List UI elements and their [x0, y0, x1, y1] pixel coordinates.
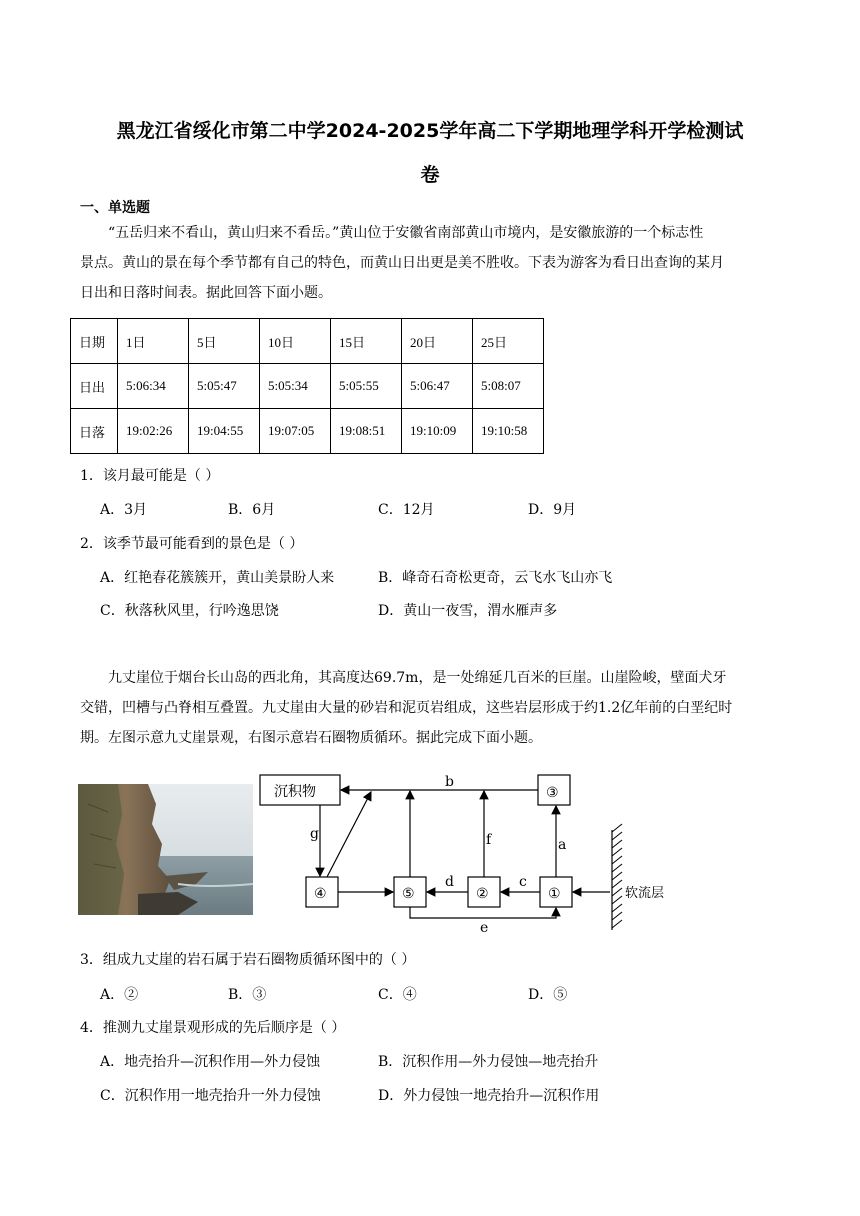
node-5-label: ⑤: [402, 886, 415, 902]
passage1-line3: 日出和日落时间表。据此回答下面小题。: [80, 285, 332, 301]
table-cell: 10日: [260, 319, 331, 364]
q3-option-c[interactable]: C．④: [378, 987, 417, 1003]
q4-option-c[interactable]: C．沉积作用一地壳抬升一外力侵蚀: [100, 1088, 321, 1104]
table-cell: 5:08:07: [473, 364, 544, 409]
q2-option-b[interactable]: B．峰奇石奇松更奇，云飞水飞山亦飞: [378, 570, 613, 586]
arrow-f-label: f: [486, 832, 492, 848]
passage2-line3: 期。左图示意九丈崖景观，右图示意岩石圈物质循环。据此完成下面小题。: [80, 730, 542, 746]
exam-title-line1: 黑龙江省绥化市第二中学2024-2025学年高二下学期地理学科开学检测试: [116, 120, 744, 142]
table-cell: 19:07:05: [260, 409, 331, 454]
arrow-b-label: b: [445, 774, 454, 790]
q1-option-c[interactable]: C．12月: [378, 502, 435, 518]
table-cell: 25日: [473, 319, 544, 364]
q4-option-d[interactable]: D．外力侵蚀一地壳抬升—沉积作用: [378, 1088, 600, 1104]
table-cell: 5:05:55: [331, 364, 402, 409]
q1-option-a[interactable]: A．3月: [100, 502, 148, 518]
arrow-c-label: c: [519, 874, 527, 890]
question-2-stem: 2．该季节最可能看到的景色是（ ）: [80, 536, 304, 552]
asthenosphere-label: 软流层: [625, 886, 665, 901]
q3-option-a[interactable]: A．②: [100, 987, 139, 1003]
arrow-a-label: a: [558, 837, 567, 853]
q4-option-a[interactable]: A．地壳抬升—沉积作用—外力侵蚀: [100, 1054, 321, 1070]
table-cell: 20日: [402, 319, 473, 364]
q4-option-b[interactable]: B．沉积作用—外力侵蚀—地壳抬升: [378, 1054, 599, 1070]
table-row-sunset: [71, 409, 544, 454]
q3-option-d[interactable]: D．⑤: [528, 987, 568, 1003]
sunrise-sunset-table: [70, 318, 544, 454]
question-3-stem: 3．组成九丈崖的岩石属于岩石圈物质循环图中的（ ）: [80, 952, 416, 968]
node-2-label: ②: [476, 886, 489, 902]
section-heading: 一、单选题: [80, 200, 150, 216]
q2-option-c[interactable]: C．秋落秋风里，行吟逸思饶: [100, 603, 279, 619]
q2-option-a[interactable]: A．红艳春花簇簇开，黄山美景盼人来: [100, 570, 335, 586]
q1-option-b[interactable]: B．6月: [228, 502, 276, 518]
passage1-line2: 景点。黄山的景在每个季节都有自己的特色，而黄山日出更是美不胜收。下表为游客为看日出查询的某月: [80, 255, 724, 271]
passage-huangshan: [80, 218, 780, 308]
table-cell: 5:05:34: [260, 364, 331, 409]
q3-option-b[interactable]: B．③: [228, 987, 267, 1003]
table-cell: 日落: [71, 409, 118, 454]
arrow-d-label: d: [445, 874, 454, 890]
table-row-sunrise: [71, 364, 544, 409]
exam-title-line2: 卷: [420, 164, 440, 186]
table-cell: 19:02:26: [118, 409, 189, 454]
node-4-label: ④: [314, 886, 327, 902]
arrow-e-label: e: [480, 920, 489, 935]
table-cell: 5:06:34: [118, 364, 189, 409]
sediment-label: 沉积物: [274, 784, 316, 800]
table-cell: 19:08:51: [331, 409, 402, 454]
table-cell: 19:10:58: [473, 409, 544, 454]
rock-cycle-diagram: [255, 770, 685, 935]
table-cell: 5:06:47: [402, 364, 473, 409]
node-3-label: ③: [546, 785, 559, 801]
table-cell: 日期: [71, 319, 118, 364]
table-cell: 15日: [331, 319, 402, 364]
passage2-line1: 九丈崖位于烟台长山岛的西北角，其高度达69.7m，是一处绵延几百米的巨崖。山崖险峻，壁面犬牙: [108, 670, 727, 686]
q1-option-d[interactable]: D．9月: [528, 502, 577, 518]
table-cell: 日出: [71, 364, 118, 409]
passage1-line1: “五岳归来不看山，黄山归来不看岳。”黄山位于安徽省南部黄山市境内，是安徽旅游的一个标志性: [108, 225, 704, 241]
arrow-g-label: g: [310, 826, 319, 842]
question-1-stem: 1．该月最可能是（ ）: [80, 468, 220, 484]
passage2-line2: 交错，凹槽与凸脊相互叠置。九丈崖由大量的砂岩和泥页岩组成，这些岩层形成于约1.2亿年前的白垩纪时: [80, 700, 733, 716]
cliff-photo: [78, 784, 253, 915]
node-1-label: ①: [548, 886, 561, 902]
table-cell: 5:05:47: [189, 364, 260, 409]
question-4-stem: 4．推测九丈崖景观形成的先后顺序是（ ）: [80, 1020, 346, 1036]
table-cell: 19:04:55: [189, 409, 260, 454]
q2-option-d[interactable]: D．黄山一夜雪，渭水雁声多: [378, 603, 558, 619]
table-row-dates: [71, 319, 544, 364]
table-cell: 19:10:09: [402, 409, 473, 454]
passage-jiuzhangya: [80, 663, 780, 753]
table-cell: 1日: [118, 319, 189, 364]
table-cell: 5日: [189, 319, 260, 364]
